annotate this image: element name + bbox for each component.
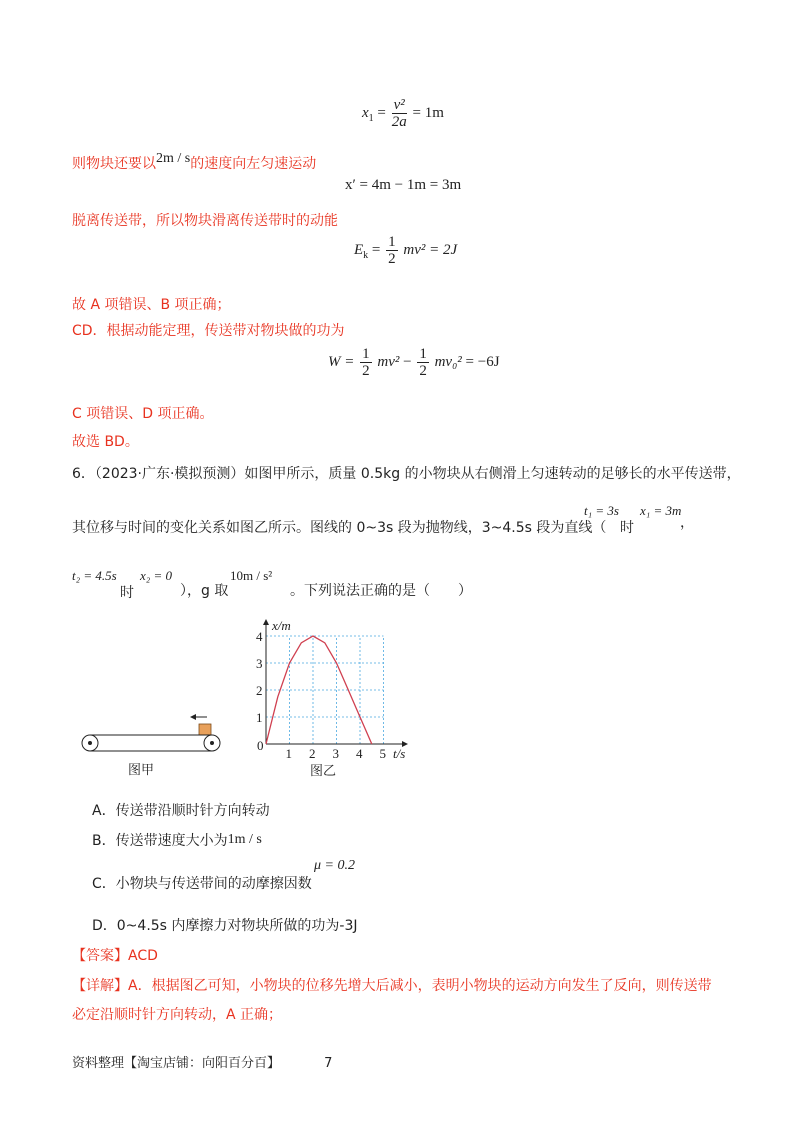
option-b bbox=[92, 830, 262, 850]
line1-post: 的速度向左匀速运动 bbox=[190, 156, 317, 172]
option-b-value: 1m / s bbox=[227, 832, 262, 847]
y-tick-label: 3 bbox=[256, 656, 263, 671]
eq2-text: x′ = 4m − 1m = 3m bbox=[345, 177, 462, 193]
eq4-minus: − bbox=[403, 353, 412, 370]
eq4-num-1: 1 bbox=[362, 346, 370, 362]
eq4-den-1: 2 bbox=[362, 363, 370, 379]
detail-line-2 bbox=[72, 1004, 282, 1024]
text-line-6 bbox=[72, 431, 139, 451]
page-number: 7 bbox=[324, 1056, 333, 1071]
x-tick-label: 4 bbox=[356, 746, 363, 761]
eq1-den: 2a bbox=[391, 114, 407, 130]
eq1-lhs: x bbox=[362, 104, 369, 121]
y-tick-labels bbox=[256, 629, 263, 725]
eq3-den: 2 bbox=[388, 251, 396, 267]
option-a-text: A．传送带沿顺时针方向转动 bbox=[92, 803, 270, 819]
eq3-rest: mv² = 2J bbox=[403, 241, 458, 258]
detail1-text: 【详解】A．根据图乙可知，小物块的位移先增大后减小，表明小物块的运动方向发生了反向，则传送带 bbox=[72, 978, 712, 994]
eq4-lhs: W = bbox=[328, 353, 355, 370]
eq3-fraction bbox=[386, 234, 398, 267]
option-c bbox=[92, 873, 312, 893]
figure-jia-conveyor bbox=[76, 710, 226, 780]
line6-text: 故选 BD。 bbox=[72, 434, 139, 450]
equation-work bbox=[328, 346, 500, 379]
y-tick-label: 4 bbox=[256, 629, 263, 644]
q6-l2-math1: t₁ = 3s bbox=[584, 503, 619, 518]
q6-l1: 6．（2023·广东·模拟预测）如图甲所示，质量 0.5kg 的小物块从右侧滑上匀速转动的足够长的水平传送带， bbox=[72, 466, 741, 482]
y-tick-label: 2 bbox=[256, 683, 263, 698]
eq1-num: v² bbox=[393, 97, 405, 113]
text-line-1 bbox=[72, 153, 316, 173]
text-line-5 bbox=[72, 403, 213, 423]
eq4-term1: mv² bbox=[377, 353, 400, 370]
q6-l2-shi: 时 bbox=[620, 520, 634, 536]
origin-label: 0 bbox=[257, 738, 264, 753]
eq3-lhs-sub: k bbox=[363, 249, 369, 261]
x-tick-labels bbox=[286, 746, 387, 761]
x-tick-label: 2 bbox=[309, 746, 316, 761]
option-d-text: D．0~4.5s 内摩擦力对物块所做的功为-3J bbox=[92, 918, 358, 934]
text-line-4 bbox=[72, 320, 345, 340]
detail-line-1 bbox=[72, 975, 712, 995]
equation-x1: $x_1$ = $\frac{\text{v²}}{2a}$ = 1m bbox=[362, 97, 444, 130]
y-axis-arrow bbox=[263, 619, 269, 625]
option-a bbox=[92, 800, 270, 820]
x-tick-label: 1 bbox=[285, 746, 292, 761]
answer-text: 【答案】ACD bbox=[72, 948, 158, 964]
text-line-2 bbox=[72, 210, 338, 230]
chart-grid bbox=[266, 636, 384, 744]
line1-val: 2m / s bbox=[156, 151, 191, 166]
eq4-rhs: = −6J bbox=[465, 353, 500, 370]
eq4-frac-2 bbox=[417, 346, 429, 379]
label-jia: 图甲 bbox=[128, 762, 155, 777]
detail2-text: 必定沿顺时针方向转动，A 正确； bbox=[72, 1007, 283, 1023]
q6-l2-math2: x₁ = 3m bbox=[640, 503, 682, 518]
q6-l3-math2: x₂ = 0 bbox=[140, 568, 173, 583]
question-6-line-1 bbox=[72, 463, 741, 483]
cargo-box bbox=[199, 724, 211, 735]
equation-xprime bbox=[345, 177, 461, 194]
q6-l3-end: 。下列说法正确的是（ ） bbox=[290, 583, 472, 599]
right-roller-axle bbox=[210, 741, 214, 745]
eq3-num: 1 bbox=[388, 234, 396, 250]
answer-line bbox=[72, 945, 158, 965]
x-axis-label: t/s bbox=[393, 746, 406, 761]
option-d bbox=[92, 915, 358, 935]
motion-arrow-head bbox=[190, 714, 196, 720]
footer-text: 资料整理【淘宝店铺：向阳百分百】 bbox=[72, 1056, 281, 1071]
eq4-term2: mv₀² bbox=[434, 353, 462, 370]
question-6-line-2 bbox=[72, 517, 606, 537]
footer bbox=[72, 1052, 332, 1071]
equation-ek: $E_k$ = $\frac{1}{2}$ mv² = 2J bbox=[354, 234, 458, 267]
figure-yi-chart bbox=[252, 615, 422, 783]
q6-l2-end: ， bbox=[680, 515, 694, 531]
x-tick-label: 5 bbox=[379, 746, 386, 761]
eq1-fraction bbox=[392, 97, 407, 130]
q6-l3-math1: t₂ = 4.5s bbox=[72, 568, 117, 583]
line2-text: 脱离传送带，所以物块滑离传送带时的动能 bbox=[72, 213, 338, 229]
text-line-3 bbox=[72, 294, 231, 314]
line4-text: CD．根据动能定理，传送带对物块做的功为 bbox=[72, 323, 345, 339]
q6-l3-math3: 10m / s² bbox=[230, 568, 273, 583]
eq4-den-2: 2 bbox=[419, 363, 427, 379]
q6-l2: 其位移与时间的变化关系如图乙所示。图线的 0~3s 段为抛物线，3~4.5s 段为直线（ bbox=[72, 520, 607, 536]
eq1-rhs: = 1m bbox=[412, 104, 444, 121]
line1-pre: 则物块还要以 bbox=[72, 156, 156, 172]
option-b-text: B．传送带速度大小为 bbox=[92, 833, 228, 849]
x-tick-label: 3 bbox=[332, 746, 339, 761]
eq4-frac-1 bbox=[360, 346, 372, 379]
eq3-lhs: E bbox=[354, 241, 364, 258]
eq1-lhs-sub: 1 bbox=[368, 112, 374, 124]
y-axis-label: x/m bbox=[272, 618, 291, 633]
q6-l3-mid: ），g 取 bbox=[180, 583, 229, 599]
left-roller-axle bbox=[88, 741, 92, 745]
q6-l3-shi: 时 bbox=[120, 585, 134, 601]
option-c-value: μ = 0.2 bbox=[314, 858, 355, 873]
label-yi: 图乙 bbox=[310, 763, 337, 778]
line3-text: 故 A 项错误、B 项正确； bbox=[72, 297, 231, 313]
option-c-text: C．小物块与传送带间的动摩擦因数 bbox=[92, 876, 312, 892]
y-tick-label: 1 bbox=[256, 710, 263, 725]
eq4-num-2: 1 bbox=[419, 346, 427, 362]
line5-text: C 项错误、D 项正确。 bbox=[72, 406, 214, 422]
